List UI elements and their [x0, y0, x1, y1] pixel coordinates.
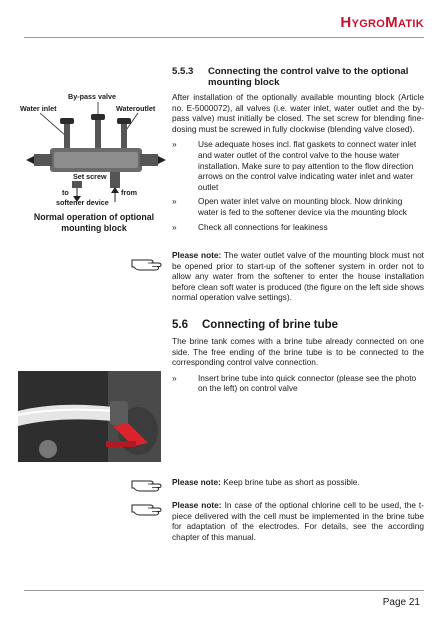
section-5-5-3	[172, 66, 424, 232]
brine-tube-photo-drawing	[18, 371, 161, 462]
note-3: Please note: In case of the optional chlorine cell to be used, the t-piece delivered with the cell must be implemented in the brine tube for adaptation of the electrodes. For details, see the according chapter of this manual.	[172, 500, 424, 542]
bypass-valve-label: By-pass valve	[68, 92, 116, 101]
set-screw-label: Set screw	[73, 172, 107, 181]
bullet-item: » Insert brine tube into quick connector (please see the photo on the left) on control valve	[172, 372, 417, 394]
section-5-6-intro: The brine tank comes with a brine tube already connected on one side. The free ending of the brine tube is to be connected to the corresponding control valve connection.	[172, 336, 424, 368]
bullet-item: » Use adequate hoses incl. flat gaskets to connect water inlet and water outlet of the control valve to the house water installation. Make sure to pay attention to the flow direction arrows on the control valve indicating water inlet and water outlet	[172, 139, 417, 192]
note-1: Please note: The water outlet valve of the mounting block must not be opened prior to start-up of the softener system in order not to allow any water from the softener to enter the house installation before clean soft water is produced (the figure on the left side shows normal operation valve settings).	[172, 250, 424, 303]
section-5-6	[172, 319, 424, 394]
footer-rule	[24, 590, 424, 591]
note-label: Please note:	[172, 477, 221, 487]
bullet-item: » Check all connections for leakiness	[172, 221, 328, 232]
softener-device-label: softener device	[56, 198, 109, 207]
pointing-hand-icon	[130, 500, 166, 516]
hygromatik-logo: HYGROMATIK	[340, 14, 424, 31]
mounting-block-drawing	[20, 92, 170, 210]
page-number: Page 21	[382, 597, 420, 608]
note-2: Please note: Keep brine tube as short as possible.	[172, 477, 360, 487]
section-5-6-heading: 5.6 Connecting of brine tube	[172, 319, 339, 331]
note-label: Please note:	[172, 250, 222, 260]
water-inlet-label: Water inlet	[20, 104, 57, 113]
bullet-item: » Open water inlet valve on mounting block. Now drinking water is fed to the softener device via the mounting block	[172, 196, 407, 217]
pointing-hand-icon	[130, 476, 166, 492]
to-label: to	[62, 188, 69, 197]
brine-tube-photo	[18, 371, 161, 462]
note-label: Please note:	[172, 500, 222, 510]
mounting-block-diagram	[20, 92, 170, 210]
section-5-5-3-heading: 5.5.3 Connecting the control valve to the optional mounting block	[172, 66, 409, 88]
water-outlet-label: Wateroutlet	[116, 104, 156, 113]
section-5-5-3-intro: After installation of the optionally available mounting block (Article no. E-5000072), all valves (i.e. water inlet, water outlet and the by-pass valve) must initially be closed. The set screw for blending fine-dosing must be screwed in fully clockwise (blending valve closed).	[172, 92, 424, 134]
header-rule	[24, 37, 424, 38]
from-label: from	[121, 188, 137, 197]
diagram-caption: Normal operation of optional mounting block	[33, 212, 155, 233]
pointing-hand-icon	[130, 255, 166, 271]
